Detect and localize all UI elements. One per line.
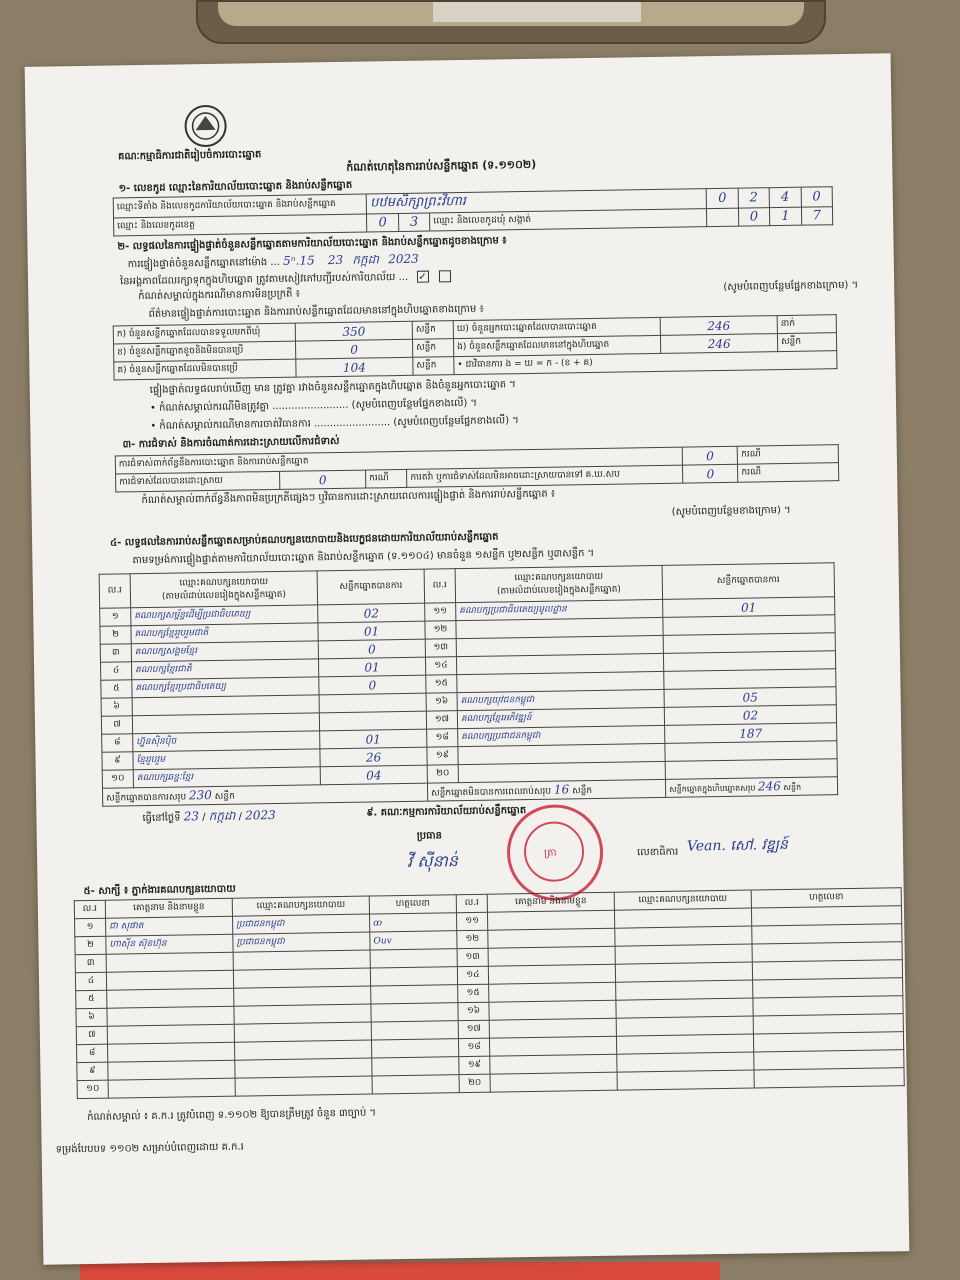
- measure-note: • កំណត់សម្គាល់ករណីមានការចាត់វិធានការ ........................ (សូមបំពេញបន្ថែមផ្នែកខាងលើ) ។: [150, 415, 519, 432]
- resolved-value: 0: [280, 470, 366, 489]
- witness-no: ១៩: [459, 1056, 490, 1074]
- col-votes: សន្លឹកឆ្នោតបានការ: [317, 569, 425, 605]
- witness-party: [615, 926, 752, 946]
- code-digit: 0: [801, 187, 833, 207]
- row-no: ៩: [102, 752, 133, 770]
- complaints-table: [115, 444, 839, 492]
- row-no: ១៩: [427, 747, 458, 765]
- party-name: គណបក្សខ្មែរប្រជាធិបតេយ្យ: [132, 677, 319, 698]
- witness-no: ២: [75, 936, 106, 954]
- form-footer: ទម្រង់បែបបទ ១១០២ សម្រាប់បំពេញដោយ គ.ក.រ: [55, 1141, 244, 1156]
- party-votes: 01: [320, 729, 427, 749]
- chief-label: ប្រធាន: [416, 830, 443, 842]
- witness-signature: [753, 1014, 903, 1034]
- witness-col-sign: ហត្ថលេខា: [369, 895, 456, 914]
- witness-no: ៦: [76, 1008, 107, 1026]
- total-box: [665, 777, 837, 798]
- count-label: ក) ចំនួនសន្លឹកឆ្នោតដែលបានទទួលមកពីឃុំ: [113, 323, 295, 344]
- time-value: 5ⁿ.15: [282, 253, 315, 268]
- witness-name: ជា សុផាត: [106, 916, 233, 936]
- row-no: ១៥: [426, 675, 457, 693]
- province-digit: 0: [367, 214, 399, 232]
- witness-no: ១៥: [458, 984, 489, 1002]
- witness-signature: [371, 1039, 458, 1058]
- count-label2: ង) ចំនួនសន្លឹកឆ្នោតដែលមាននៅក្នុងហិបឆ្នោត: [453, 335, 660, 356]
- party-votes: 0: [319, 675, 426, 695]
- witness-col-no: ល.រ: [74, 900, 105, 918]
- witness-no: ១: [75, 918, 106, 936]
- witness-no: ១៧: [458, 1020, 489, 1038]
- witness-party: [233, 968, 370, 988]
- province-label: ឈ្មោះ និងលេខកូដខេត្ត: [114, 214, 368, 236]
- witness-party: [617, 1052, 754, 1072]
- count-label: ខ) ចំនួនសន្លឹកឆ្នោតខូចនិងមិនបានប្រើ: [114, 341, 296, 362]
- secretary-label: លេខាធិការ: [636, 846, 679, 859]
- province-digit: 3: [398, 213, 430, 231]
- count-label: គ) ចំនួនសន្លឹកឆ្នោតដែលមិនបានប្រើ: [114, 359, 296, 380]
- count-unit: សន្លឹក: [412, 339, 453, 358]
- signing-day: 23: [183, 809, 200, 824]
- witness-party: ប្រជាជនកម្ពុជា: [233, 914, 370, 934]
- code-digit: 0: [706, 188, 738, 208]
- witness-no: ៥: [76, 990, 107, 1008]
- witness-no: ៩: [77, 1062, 108, 1080]
- witness-party: [616, 1016, 753, 1036]
- row-no: ២០: [427, 765, 458, 783]
- witness-name: [108, 1078, 235, 1098]
- note1-tail: (សូមបំពេញបន្ថែមផ្នែកខាងក្រោម) ។: [723, 279, 859, 293]
- witness-name: [489, 1036, 616, 1056]
- emblem-logo: [183, 104, 228, 153]
- party-votes: 02: [664, 705, 836, 726]
- party-votes: 0: [318, 639, 425, 659]
- verify-line2: [120, 270, 451, 288]
- count-unit: សន្លឹក: [413, 357, 454, 376]
- chief-signature: វី ស៊ីនាន់: [407, 851, 459, 871]
- witness-signature: [372, 1075, 459, 1094]
- witness-party: ប្រជាជនកម្ពុជា: [233, 932, 370, 952]
- form-title: កំណត់ហេតុនៃការរាប់សន្លឹកឆ្នោត (ទ.១១០២): [346, 157, 537, 174]
- col-party-sub: (តាមលំដាប់លេខរៀងក្នុងសន្លឹកឆ្នោត): [496, 584, 621, 597]
- location-value: បឋមសិក្សាព្រះវិហារ: [367, 189, 707, 214]
- unit: សន្លឹក: [783, 782, 802, 793]
- row-no: ១៤: [425, 657, 456, 675]
- witness-name: [488, 964, 615, 984]
- ballot-count-table: [113, 314, 838, 380]
- count-value: 0: [295, 339, 412, 359]
- party-name: គណបក្សខ្មែររួបរួមជាតិ: [131, 623, 318, 644]
- col-party-label: ឈ្មោះគណបក្សនយោបាយ: [514, 571, 604, 583]
- unit: សន្លឹក: [214, 791, 235, 802]
- party-name: គណបក្សឆន្ទៈខ្មែរ: [133, 767, 320, 788]
- party-name: គណបក្សសម្ព័ន្ធដើម្បីប្រជាធិបតេយ្យ: [131, 605, 318, 626]
- witness-name: [107, 1006, 234, 1026]
- witness-signature: [372, 1057, 459, 1076]
- witness-party: [234, 1040, 371, 1060]
- total-valid: [102, 783, 427, 806]
- total-box-value: 246: [757, 779, 781, 794]
- witness-party: [234, 1004, 371, 1024]
- code-digit: 4: [769, 187, 801, 207]
- total-invalid-label: សន្លឹកឆ្នោតមិនបានការពេលរាប់សរុប: [431, 786, 552, 799]
- col-party-sub: (តាមលំដាប់លេខរៀងក្នុងសន្លឹកឆ្នោត): [161, 589, 287, 602]
- witness-name: [106, 952, 233, 972]
- witness-signature: [371, 1003, 458, 1022]
- resolved-unit: ករណី: [366, 469, 408, 488]
- party-votes: [319, 711, 426, 731]
- resolved-label: ការជំទាស់ដែលបានដោះស្រាយ: [116, 471, 280, 492]
- stamp-text: ត្រា: [543, 847, 557, 859]
- commune-label: ឈ្មោះ និងលេខកូដឃុំ សង្កាត់: [430, 209, 707, 231]
- witness-name: [488, 928, 615, 948]
- section1-heading: ១- លេខកូដ ឈ្មោះនៃការិយាល័យបោះឆ្នោត និងរាប់សន្លឹកឆ្នោត: [118, 179, 353, 195]
- commune-digit: 0: [738, 208, 770, 226]
- witness-col-no: ល.រ: [456, 894, 487, 912]
- party-votes: 04: [320, 765, 427, 785]
- party-votes: 01: [663, 597, 835, 618]
- witness-party: [615, 962, 752, 982]
- witness-no: ១៨: [458, 1038, 489, 1056]
- witness-signature: [753, 978, 903, 998]
- section3-heading: ៣- ការជំទាស់ និងការចំណាត់ការដោះស្រាយលើការជំទាស់: [122, 435, 340, 451]
- witness-party: [615, 944, 752, 964]
- verify-text2: នៃអង្គភាពដែលរក្សាទុកក្នុងហិបឆ្នោត ត្រូវតាមសៀវភៅបញ្ជីរបស់ការិយាល័យ ...: [119, 271, 409, 288]
- org-name: គណៈកម្មាធិការជាតិរៀបចំការបោះឆ្នោត: [117, 149, 262, 163]
- witness-signature: [754, 1050, 904, 1070]
- formula-label: • ជាវិធានការ ង = ឃ = ក - (ខ + គ): [454, 351, 837, 375]
- unit: សន្លឹក: [572, 785, 593, 796]
- witness-signature: [370, 949, 457, 968]
- count-unit2: នាក់: [777, 315, 836, 334]
- witness-no: ៣: [75, 954, 106, 972]
- witness-signature: [752, 942, 902, 962]
- party-name: គណបក្សសង្គមខ្មែរ: [131, 641, 318, 662]
- witness-name: [106, 970, 233, 990]
- party-name: គណបក្សខ្មែរជាតិ: [132, 659, 319, 680]
- note1-label: កំណត់សម្គាល់ក្នុងករណីមានការមិនប្រក្រតី ៖: [138, 288, 301, 303]
- red-cloth: [80, 1262, 720, 1280]
- row-no: ១: [100, 608, 131, 626]
- witness-signature: [752, 924, 902, 944]
- party-votes: 187: [665, 723, 837, 744]
- committee-label: ៩. គណៈកម្មការការិយាល័យរាប់សន្លឹកឆ្នោត: [366, 805, 527, 819]
- witness-name: [107, 988, 234, 1008]
- signing-month: កក្កដា: [208, 808, 236, 824]
- section4-sub: តាមទម្រង់ការផ្ទៀងផ្ទាត់តាមការិយាល័យបោះឆ្នោត និងរាប់សន្លឹកឆ្នោត (ទ.១១០៤) មានចំនួន ១សន្លឹក ឬ២សន្លឹក ឬ៣សន្លឹក ។: [132, 547, 595, 567]
- count-unit: សន្លឹក: [412, 321, 453, 340]
- section2-heading: ២- លទ្ធផលនៃការផ្ទៀងផ្ទាត់ចំនួនសន្លឹកឆ្នោតតាមការិយាល័យបោះឆ្នោត និងរាប់សន្លឹកឆ្នោតដូចខាងក្រោម ៖: [117, 235, 507, 253]
- witness-no: ៧: [76, 1026, 107, 1044]
- witness-no: ៤: [75, 972, 106, 990]
- date-year: 2023: [388, 251, 419, 267]
- party-name: គណបក្សប្រជាធិបតេយ្យមូលដ្ឋាន: [456, 599, 663, 620]
- location-label: ឈ្មោះទីតាំង និងលេខកូដការិយាល័យបោះឆ្នោត និងរាប់សន្លឹកឆ្នោត: [113, 194, 367, 218]
- party-votes: [319, 693, 426, 713]
- witness-party: [234, 986, 371, 1006]
- witness-party: [616, 1034, 753, 1054]
- witness-name: [490, 1054, 617, 1074]
- code-digit: 2: [738, 188, 770, 208]
- section5-heading: ៥- សាក្សី ៖ ភ្នាក់ងារគណបក្សនយោបាយ: [83, 883, 236, 898]
- commune-digit: 1: [770, 207, 802, 225]
- witness-signature: [751, 906, 901, 926]
- witness-party: [233, 950, 370, 970]
- col-votes: សន្លឹកឆ្នោតបានការ: [662, 563, 835, 600]
- row-no: ១១: [425, 603, 456, 621]
- checkbox-correct[interactable]: ✓: [417, 271, 429, 283]
- party-votes: 05: [664, 687, 836, 708]
- row-no: ១៧: [426, 711, 457, 729]
- verify-text: ការផ្ទៀងផ្ទាត់ចំនួនសន្លឹកឆ្នោតនៅម៉ោង ...: [127, 256, 281, 271]
- row-no: ៧: [101, 716, 132, 734]
- witness-no: ១២: [457, 930, 488, 948]
- row-no: ៦: [101, 698, 132, 716]
- party-name: គណបក្សយុវជនកម្ពុជា: [457, 689, 664, 710]
- witness-party: [616, 980, 753, 1000]
- signing-date: ធ្វើនៅថ្ងៃទី 23 / កក្កដា / 2023: [142, 808, 276, 825]
- witness-party: [614, 908, 751, 928]
- section4-heading: ៤- លទ្ធផលនៃការរាប់សន្លឹកឆ្នោតសម្រាប់គណបក្សនយោបាយនិងបេក្ខជនដោយការិយាល័យរាប់សន្លឹកឆ្នោត: [110, 531, 499, 549]
- total-box-label: សន្លឹកឆ្នោតក្នុងហិបឆ្នោតសរុប: [669, 783, 756, 794]
- row-no: ៨: [102, 734, 133, 752]
- witness-signature: ꝏ: [369, 913, 456, 932]
- witness-no: ១៤: [457, 966, 488, 984]
- footnote: កំណត់សម្គាល់ ៖ គ.ក.រ ត្រូវបំពេញ ទ.១១០២ ឱ្យបានត្រឹមត្រូវ ចំនួន ៣ច្បាប់ ។: [87, 1107, 377, 1124]
- witness-name: [108, 1042, 235, 1062]
- witness-signature: [371, 1021, 458, 1040]
- section3-note: កំណត់សម្គាល់ពាក់ព័ន្ធនឹងភាពមិនប្រក្រតីផ្សេងៗ ឬវិធានការដោះស្រាយពេលការផ្ទៀងផ្ទាត់ និងការរាប់សន្លឹកឆ្នោត ៖: [141, 488, 556, 507]
- witness-name: [108, 1060, 235, 1080]
- witness-col-sign: ហត្ថលេខា: [751, 888, 901, 908]
- witness-name: [489, 1018, 616, 1038]
- witness-name: [490, 1072, 617, 1092]
- witness-name: [488, 946, 615, 966]
- witness-col-name: គោត្តនាម និងនាមខ្លួន: [487, 892, 614, 912]
- checkbox-incorrect[interactable]: [438, 270, 450, 282]
- witness-table: [74, 887, 905, 1099]
- unresolved-value: 0: [682, 464, 738, 483]
- count-value: 104: [296, 357, 413, 377]
- party-votes: 02: [318, 603, 425, 623]
- total-invalid-value: 16: [553, 781, 570, 797]
- row-no: ៤: [101, 662, 132, 680]
- metal-tray: [196, 0, 826, 44]
- unresolved-label: ការតវ៉ា ឬការជំទាស់ដែលមិនអាចដោះស្រាយបានទៅ គ.ឃ.សប: [407, 465, 683, 487]
- col-party-label: ឈ្មោះគណបក្សនយោបាយ: [179, 576, 269, 589]
- witness-party: [235, 1058, 372, 1078]
- witness-no: ១១: [456, 912, 487, 930]
- total-invalid: [427, 779, 665, 801]
- witness-name: ហាស៊ីន ស៊ុខហ៊ុន: [106, 934, 233, 954]
- mismatch-note: • កំណត់សម្គាល់ករណីមិនត្រូវគ្នា ........................ (សូមបំពេញបន្ថែមផ្នែកខាងលើ) ។: [149, 397, 478, 414]
- witness-name: [107, 1024, 234, 1044]
- witness-party: [616, 998, 753, 1018]
- party-votes: 01: [318, 621, 425, 641]
- count-value: 350: [295, 321, 412, 341]
- party-name: គណបក្សខ្មែរអភិវឌ្ឍន៍: [457, 707, 664, 728]
- col-no: ល.រ: [99, 574, 131, 608]
- unresolved-unit: ករណី: [738, 463, 839, 483]
- count-unit2: សន្លឹក: [777, 333, 836, 352]
- witness-party: [235, 1076, 372, 1096]
- witness-col-party: ឈ្មោះគណបក្សនយោបាយ: [614, 890, 751, 910]
- col-no: ល.រ: [424, 569, 456, 603]
- count-label2: ឃ) ចំនួនអ្នកបោះឆ្នោតដែលបានបោះឆ្នោត: [453, 317, 660, 338]
- row-no: ១៦: [426, 693, 457, 711]
- witness-name: [487, 910, 614, 930]
- party-votes: 26: [320, 747, 427, 767]
- row-no: ១០: [102, 770, 133, 788]
- row-no: ១៣: [425, 639, 456, 657]
- date-day: 23: [327, 252, 344, 268]
- count-value2: 246: [660, 334, 777, 354]
- witness-name: [489, 982, 616, 1002]
- row-no: ២: [100, 626, 131, 644]
- witness-no: ១៣: [457, 948, 488, 966]
- witness-col-name: គោត្តនាម និងនាមខ្លួន: [105, 898, 232, 918]
- secretary-signature: Vean. សៅ. វឌ្ឍន៍: [686, 836, 788, 855]
- col-party: [455, 565, 663, 602]
- witness-col-party: ឈ្មោះគណបក្សនយោបាយ: [232, 896, 369, 916]
- party-votes: 01: [318, 657, 425, 677]
- row-no: ៣: [100, 644, 131, 662]
- witness-signature: [371, 985, 458, 1004]
- party-name: ខ្មែររួបរួម: [133, 749, 320, 770]
- witness-no: ២០: [459, 1074, 490, 1092]
- verify-line: [128, 253, 419, 272]
- row-no: ១២: [425, 621, 456, 639]
- witness-party: [617, 1070, 754, 1090]
- party-name: គណបក្សប្រជាជនកម្ពុជា: [458, 725, 665, 746]
- signing-year: 2023: [245, 808, 276, 823]
- complaint-label: ការជំទាស់ពាក់ព័ន្ធនឹងការបោះឆ្នោត និងការរាប់សន្លឹកឆ្នោត: [115, 447, 682, 474]
- complaint-unit: ករណី: [738, 445, 839, 465]
- witness-signature: Ouv: [370, 931, 457, 950]
- witness-no: ១៦: [458, 1002, 489, 1020]
- total-valid-label: សន្លឹកឆ្នោតបានការសរុប: [106, 791, 187, 804]
- witness-party: [234, 1022, 371, 1042]
- witness-signature: [753, 996, 903, 1016]
- official-stamp: [506, 804, 603, 901]
- total-valid-value: 230: [188, 787, 212, 802]
- col-party: [130, 571, 318, 608]
- witness-signature: [754, 1068, 904, 1088]
- date-month: កក្កដា: [352, 252, 380, 267]
- witness-name: [489, 1000, 616, 1020]
- signing-date-label: ធ្វើនៅថ្ងៃទី: [142, 812, 181, 825]
- results-table: [99, 562, 839, 807]
- sub-heading: ព័ត៌មានផ្ទៀងផ្ទាត់ការបោះឆ្នោត និងការរាប់សន្លឹកឆ្នោតដែលមាននៅក្នុងហិបឆ្នោតខាងក្រោម ៖: [148, 303, 484, 320]
- form-sheet: [25, 53, 910, 1264]
- match-line: ផ្ទៀងផ្ទាត់លទ្ធផលរាប់ឃើញ មាន ត្រូវគ្នា រវាងចំនួនសន្លឹកឆ្នោតក្នុងហិបឆ្នោត និងចំនួនអ្នកបោះឆ្នោត ។: [149, 379, 516, 396]
- count-value2: 246: [660, 316, 777, 336]
- commune-digit: 7: [801, 207, 833, 225]
- party-name: ហ្វ៊ុនស៊ិនប៉ិច: [133, 731, 320, 752]
- witness-no: ៨: [77, 1044, 108, 1062]
- witness-signature: [370, 967, 457, 986]
- complaint-value: 0: [682, 446, 738, 465]
- witness-no: ១០: [77, 1080, 108, 1098]
- witness-signature: [753, 1032, 903, 1052]
- section3-note-tail: (សូមបំពេញបន្ថែមខាងក្រោម) ។: [671, 504, 791, 518]
- row-no: ៥: [101, 680, 132, 698]
- witness-signature: [752, 960, 902, 980]
- row-no: ១៨: [427, 729, 458, 747]
